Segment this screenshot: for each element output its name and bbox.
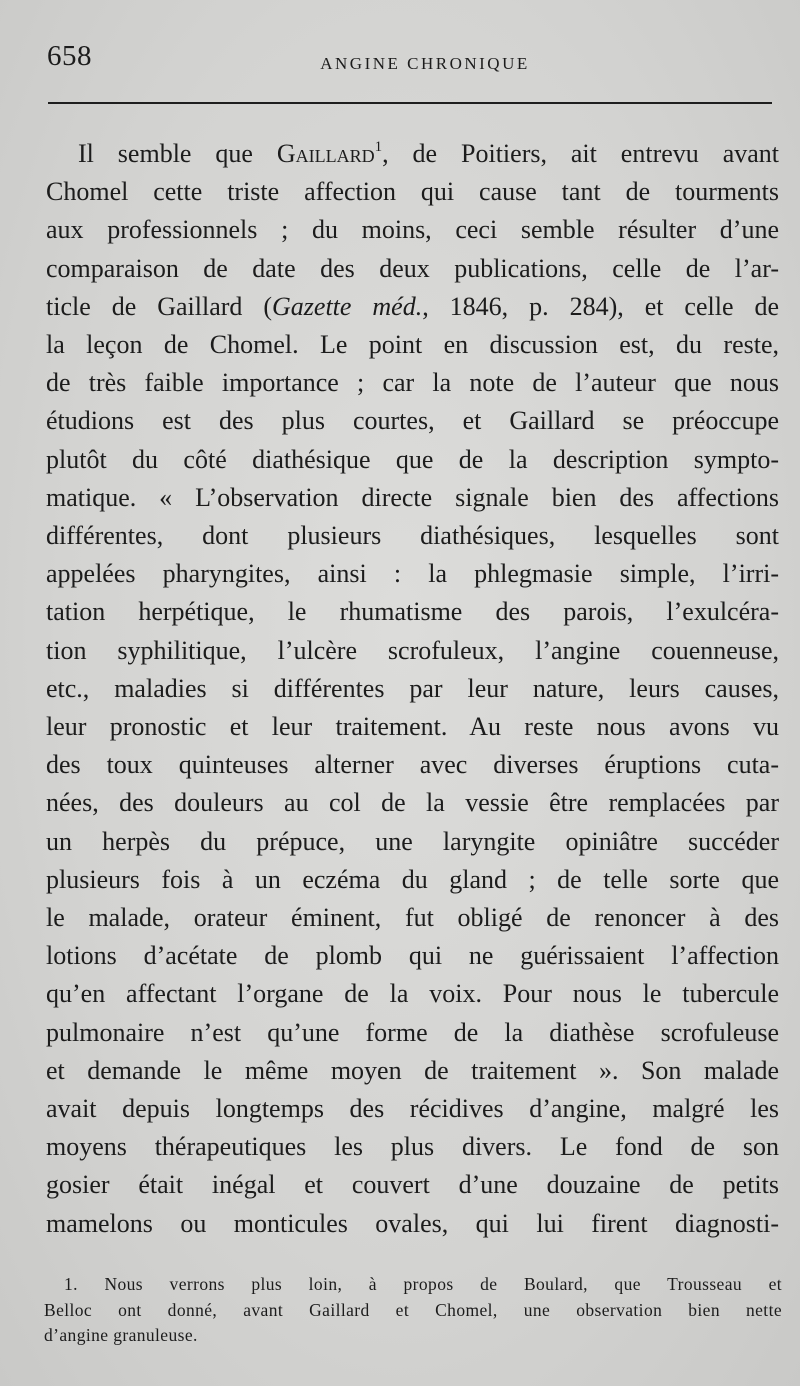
header-rule [48,102,772,104]
text-line [46,441,779,479]
text-line [46,1052,779,1090]
text-line [46,479,779,517]
line-text: de très faible importance ; car la note de l’auteur que nous [46,368,779,398]
line-text: plutôt du côté diathésique que de la description sympto- [46,444,779,474]
text-line [46,593,779,631]
text-line [46,670,779,708]
text-line [46,861,779,899]
line-text: différentes, dont plusieurs diathésiques, lesquelles sont [46,521,779,550]
line-text: lotions d’acétate de plomb qui ne guérissaient l’affection [46,941,779,971]
line-text: nées, des douleurs au col de la vessie être remplacées par [46,788,779,818]
line-text: moyens thérapeutiques les plus divers. Le fond de son [46,1132,779,1162]
line-text: aux professionnels ; du moins, ceci semble résulter d’une [46,215,779,245]
text-line [46,975,779,1013]
author-name: Gaillard [276,139,375,168]
text-line [46,517,779,555]
line-text: , 1846, p. 284), et celle de [422,291,779,321]
text-line [46,364,779,402]
line-text: la leçon de Chomel. Le point en discussion est, du reste, [46,330,779,359]
text-line [46,1128,779,1166]
text-line [46,1014,779,1052]
footnote-line: d’angine granuleuse. [44,1325,198,1345]
text-line [46,173,779,211]
line-text: un herpès du prépuce, une laryngite opiniâtre succéder [46,826,779,856]
line-text: gosier était inégal et couvert d’une douzaine de petits [46,1170,779,1200]
line-text: appelées pharyngites, ainsi : la phlegmasie simple, l’irri- [46,559,779,589]
text-line [46,746,779,784]
text-line [46,937,779,975]
journal-title: Gazette méd. [272,291,423,321]
text-line [46,326,779,364]
line-text: avait depuis longtemps des récidives d’angine, malgré les [46,1094,779,1123]
line-text: Chomel cette triste affection qui cause tant de tourments [46,177,779,207]
text-line [46,708,779,746]
line-text: Il semble que [78,139,277,168]
text-line [46,1166,779,1204]
footnote-marker: 1 [374,139,383,155]
line-text: et demande le même moyen de traitement ». Son malade [46,1055,779,1085]
footnote-line: Belloc ont donné, avant Gaillard et Chomel, une observation bien nette [44,1299,782,1320]
text-line [78,135,779,173]
line-text: etc., maladies si différentes par leur nature, leurs causes, [46,673,779,703]
text-line [46,288,779,326]
line-text: leur pronostic et leur traitement. Au reste nous avons vu [46,712,779,741]
line-text: étudions est des plus courtes, et Gaillard se préoccupe [46,406,779,436]
text-line [46,555,779,593]
line-text: plusieurs fois à un eczéma du gland ; de telle sorte que [46,864,779,894]
line-text: matique. « L’observation directe signale bien des affections [46,482,779,512]
text-line [46,632,779,670]
line-text: pulmonaire n’est qu’une forme de la diathèse scrofuleuse [46,1017,779,1047]
line-text: tion syphilitique, l’ulcère scrofuleux, l’angine couenneuse, [46,635,779,665]
text-line [46,250,779,288]
text-line [46,402,779,440]
line-text: mamelons ou monticules ovales, qui lui firent diagnosti- [46,1208,779,1238]
line-text: ticle de Gaillard ( [46,291,273,321]
line-text: qu’en affectant l’organe de la voix. Pour nous le tubercule [46,979,779,1009]
page-number: 658 [47,40,92,72]
text-line [46,1090,779,1128]
running-title: ANGINE CHRONIQUE [320,54,530,73]
line-text: comparaison de date des deux publications, celle de l’ar- [46,253,779,283]
text-line [46,211,779,249]
text-line [46,1205,779,1243]
text-line [46,899,779,937]
line-text: , de Poitiers, ait entrevu avant [382,139,779,168]
line-text: des toux quinteuses alterner avec diverses éruptions cuta- [46,750,779,780]
line-text: le malade, orateur éminent, fut obligé de renoncer à des [46,903,779,932]
line-text: tation herpétique, le rhumatisme des parois, l’exulcéra- [46,597,779,627]
text-line [46,823,779,861]
text-line [46,784,779,822]
footnote-line: 1. Nous verrons plus loin, à propos de Boulard, que Trousseau et [64,1274,782,1294]
